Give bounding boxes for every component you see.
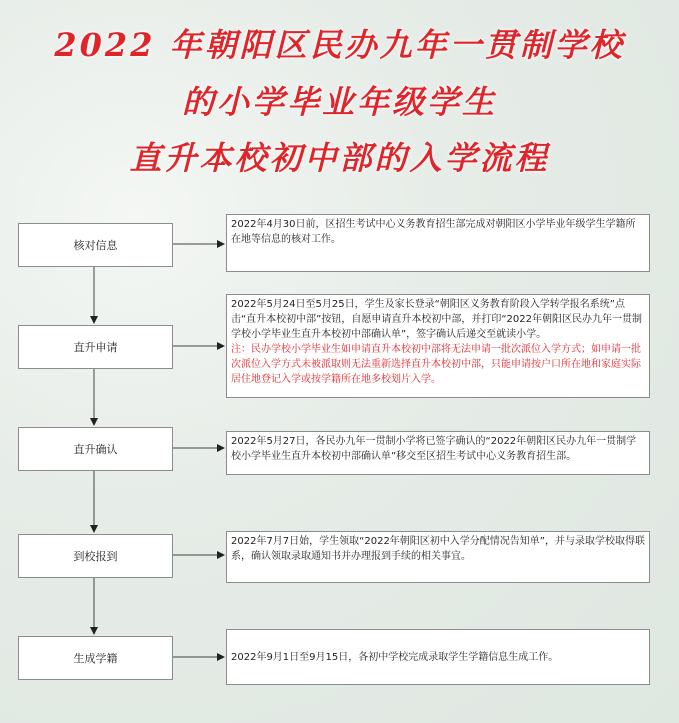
desc-school-report bbox=[226, 531, 650, 583]
desc-verify-info bbox=[226, 214, 650, 272]
step-direct-apply: 直升申请 bbox=[18, 325, 173, 369]
step-generate-record: 生成学籍 bbox=[18, 636, 173, 680]
title-line-2: 的小学毕业年级学生 bbox=[181, 83, 497, 121]
title-line-3: 直升本校初中部的入学流程 bbox=[129, 139, 550, 177]
desc-text: 2022年7月7日始，学生领取“2022年朝阳区初中入学分配情况告知单”，并与录取学校取得联系，确认领取录取通知书并办理报到手续的相关事宜。 bbox=[231, 536, 645, 562]
desc-generate-record bbox=[226, 629, 650, 685]
desc-text: 2022年9月1日至9月15日，各初中学校完成录取学生学籍信息生成工作。 bbox=[231, 652, 559, 663]
step-verify-info: 核对信息 bbox=[18, 223, 173, 267]
step-school-report: 到校报到 bbox=[18, 534, 173, 578]
title-line-1: 2022 年朝阳区民办九年一贯制学校 bbox=[54, 26, 625, 64]
desc-text: 2022年5月27日，各民办九年一贯制小学将已签字确认的“2022年朝阳区民办九年一贯制学校小学毕业生直升本校初中部确认单”移交至区招生考试中心义务教育招生部。 bbox=[231, 436, 637, 462]
desc-text: 2022年5月24日至5月25日，学生及家长登录“朝阳区义务教育阶段入学转学报名系统”点击“直升本校初中部”按钮，自愿申请直升本校初中部，并打印“2022年朝阳区民办九年一贯制学校小学毕业生直升本校初中部确认单”，签字确认后递交至就读小学。 bbox=[231, 299, 642, 340]
desc-text: 2022年4月30日前，区招生考试中心义务教育招生部完成对朝阳区小学毕业年级学生学籍所在地等信息的核对工作。 bbox=[231, 219, 636, 245]
desc-direct-confirm bbox=[226, 431, 650, 475]
desc-direct-apply bbox=[226, 294, 650, 398]
step-direct-confirm: 直升确认 bbox=[18, 427, 173, 471]
desc-note: 注：民办学校小学毕业生如申请直升本校初中部将无法申请一批次派位入学方式；如申请一批次派位入学方式未被派取则无法重新选择直升本校初中部，只能申请按户口所在地和家庭实际居住地登记入学或按学籍所在地多校划片入学。 bbox=[231, 344, 641, 385]
